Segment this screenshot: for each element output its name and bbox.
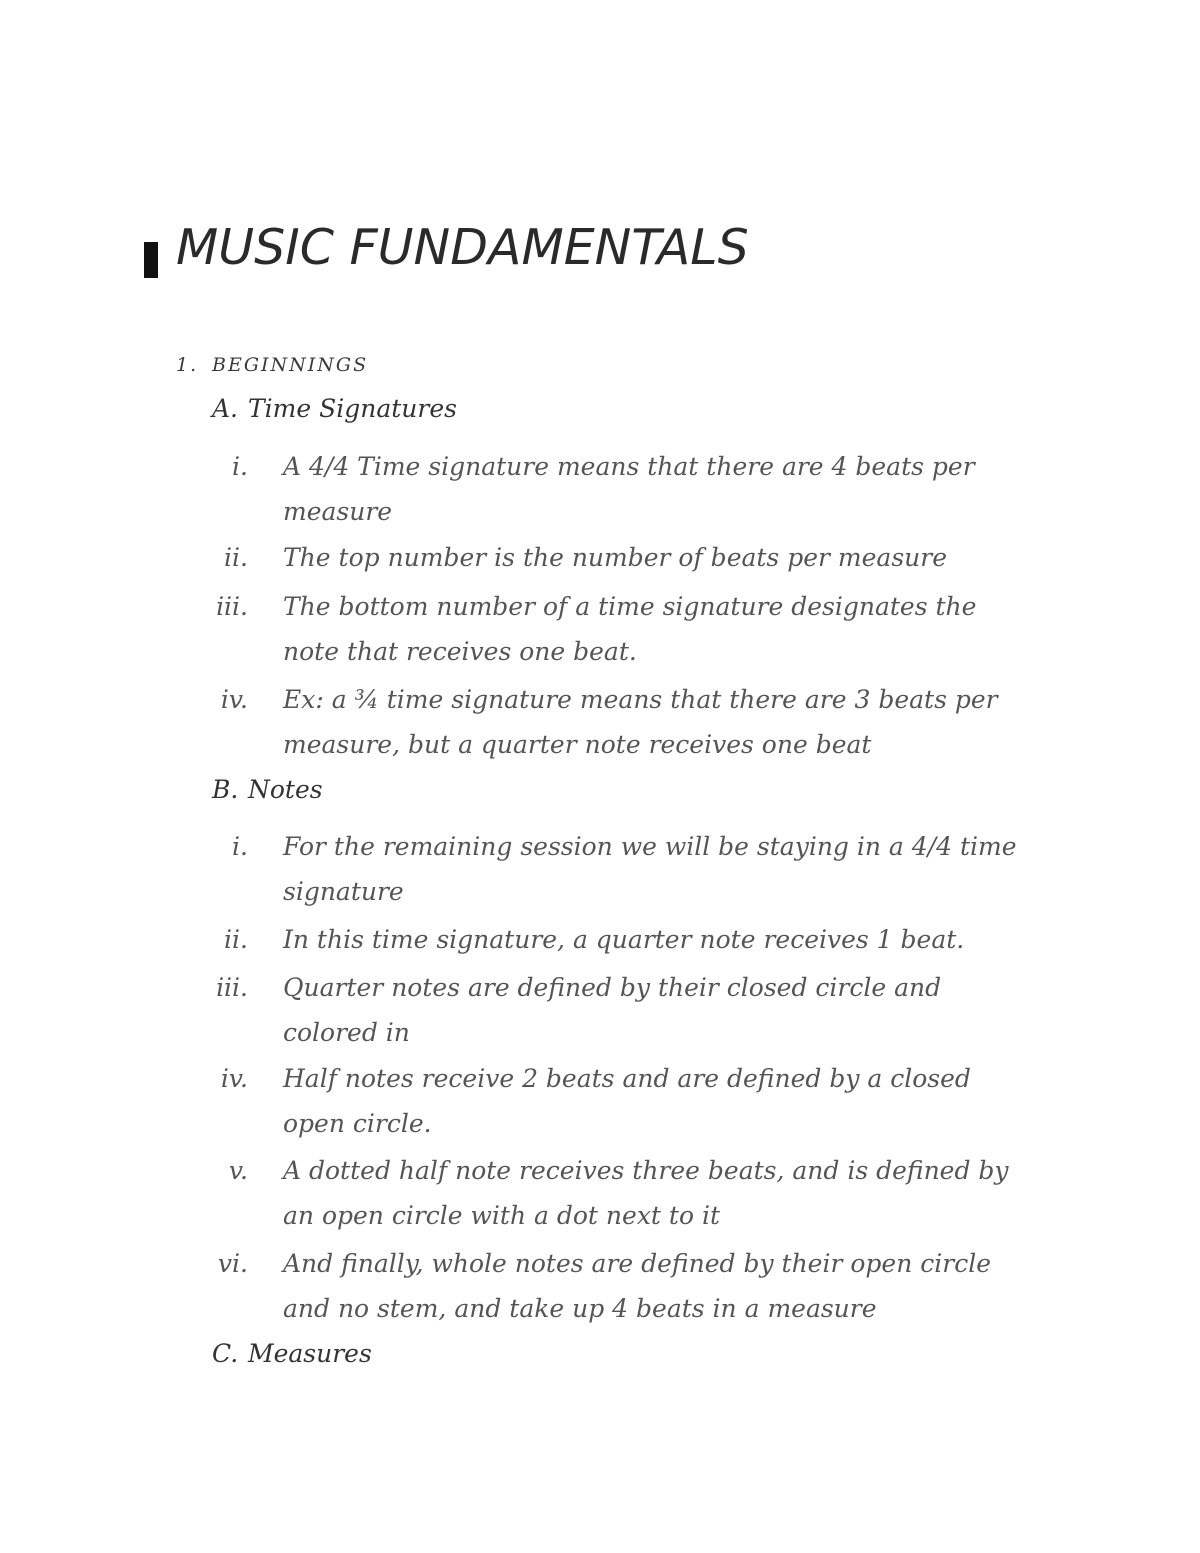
subsection-heading-notes xyxy=(212,773,323,807)
item-numeral: ii. xyxy=(224,543,248,572)
subsection-label: Measures xyxy=(248,1339,372,1368)
item-numeral: iv. xyxy=(220,1064,248,1093)
item-numeral: iii. xyxy=(216,973,248,1002)
item-numeral: iv. xyxy=(220,685,248,714)
list-item xyxy=(200,444,1020,534)
item-text: Half notes receive 2 beats and are defined by a closed open circle. xyxy=(283,1064,971,1138)
item-text: And finally, whole notes are defined by their open circle and no stem, and take up 4 beats in a measure xyxy=(283,1249,991,1323)
item-numeral: i. xyxy=(232,452,248,481)
subsection-letter: B. xyxy=(212,775,239,804)
list-item xyxy=(200,1241,1020,1331)
subsection-heading-time-signatures xyxy=(212,392,457,426)
subsection-letter: C. xyxy=(212,1339,239,1368)
subsection-heading-measures xyxy=(212,1337,372,1371)
list-item xyxy=(200,535,1020,580)
title-accent-bar xyxy=(144,242,158,278)
list-item xyxy=(200,584,1020,674)
list-item xyxy=(200,965,1020,1055)
section-heading xyxy=(176,351,368,379)
list-item xyxy=(200,677,1020,767)
list-item xyxy=(200,824,1020,914)
list-item xyxy=(200,1056,1020,1146)
item-numeral: ii. xyxy=(224,925,248,954)
list-item xyxy=(200,917,1020,962)
section-label: BEGINNINGS xyxy=(212,354,369,376)
item-text: In this time signature, a quarter note receives 1 beat. xyxy=(283,925,965,954)
subsection-label: Time Signatures xyxy=(248,394,457,423)
item-text: For the remaining session we will be staying in a 4/4 time signature xyxy=(283,832,1017,906)
item-numeral: i. xyxy=(232,832,248,861)
document-title: MUSIC FUNDAMENTALS xyxy=(176,219,749,276)
item-text: Ex: a ¾ time signature means that there are 3 beats per measure, but a quarter note receives one beat xyxy=(283,685,998,759)
item-text: The top number is the number of beats per measure xyxy=(283,543,947,572)
item-text: A 4/4 Time signature means that there are 4 beats per measure xyxy=(283,452,975,526)
subsection-letter: A. xyxy=(212,394,239,423)
list-item xyxy=(200,1148,1020,1238)
item-numeral: v. xyxy=(228,1156,248,1185)
item-numeral: iii. xyxy=(216,592,248,621)
subsection-label: Notes xyxy=(248,775,323,804)
item-text: Quarter notes are defined by their closed circle and colored in xyxy=(283,973,942,1047)
item-numeral: vi. xyxy=(217,1249,248,1278)
section-number: 1. xyxy=(176,354,199,376)
item-text: A dotted half note receives three beats, and is defined by an open circle with a dot next to it xyxy=(283,1156,1009,1230)
item-text: The bottom number of a time signature designates the note that receives one beat. xyxy=(283,592,977,666)
